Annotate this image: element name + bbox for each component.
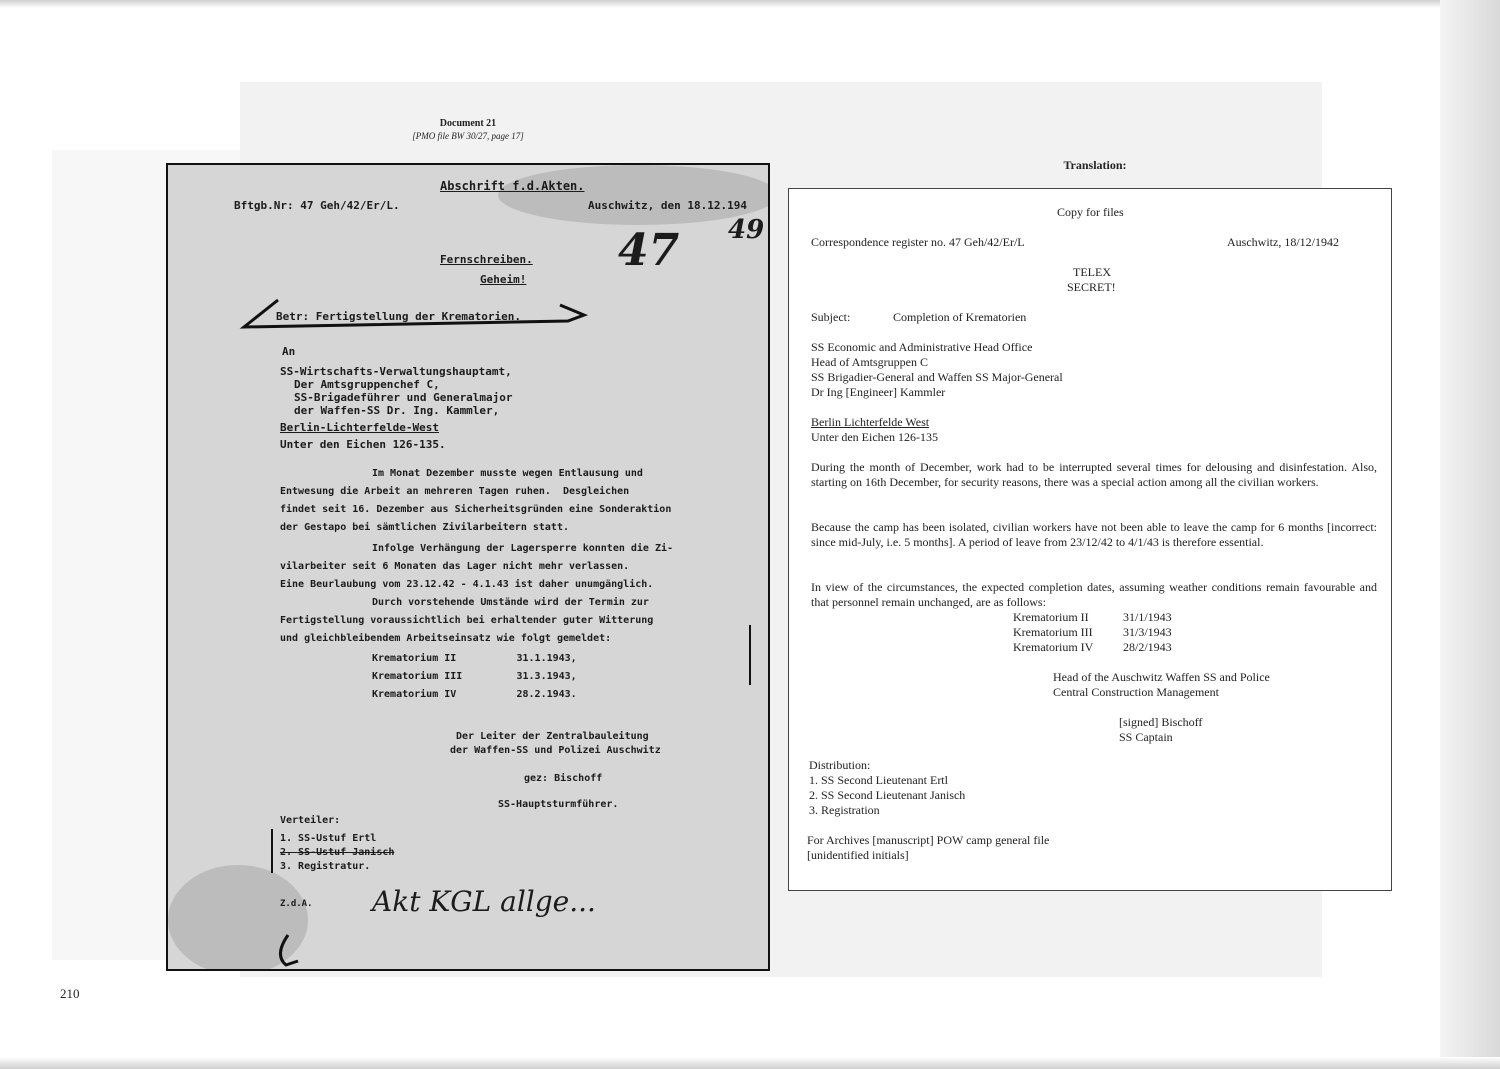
fac-handwritten-number: 47 xyxy=(618,225,680,276)
fac-body-line: und gleichbleibendem Arbeitseinsatz wie folgt gemeldet: xyxy=(280,633,612,644)
krematorium-date: 31/1/1943 xyxy=(1123,610,1172,624)
fac-body-line: Durch vorstehende Umstände wird der Termin zur xyxy=(372,597,649,608)
fac-signature-line: Der Leiter der Zentralbauleitung xyxy=(456,731,649,742)
page-number: 210 xyxy=(60,986,80,1001)
fac-signed: gez: Bischoff xyxy=(524,773,603,784)
subject-bracket-mark xyxy=(244,300,584,327)
krematorium-date: 31/3/1943 xyxy=(1123,625,1172,639)
fac-body-line: Im Monat Dezember musste wegen Entlausung und xyxy=(372,468,643,479)
fac-address-line: SS-Wirtschafts-Verwaltungshauptamt, xyxy=(280,365,512,378)
fac-distribution-label: Verteiler: xyxy=(280,815,341,826)
telex-heading: TELEX xyxy=(1073,265,1111,279)
distribution-item: 3. Registration xyxy=(809,803,880,817)
fac-body-line: vilarbeiter seit 6 Monaten das Lager nicht mehr verlassen. xyxy=(280,561,630,572)
document-title: Document 21 xyxy=(439,118,497,129)
fac-to: An xyxy=(282,345,296,358)
fac-signature-line: der Waffen-SS und Polizei Auschwitz xyxy=(450,745,661,756)
address-line: SS Brigadier-General and Waffen SS Major-General xyxy=(811,370,1063,384)
translation-label: Translation: xyxy=(1063,158,1127,172)
fac-secret: Geheim! xyxy=(480,273,527,286)
signature-block-line: Central Construction Management xyxy=(1053,685,1219,699)
fac-place-date: Auschwitz, den 18.12.194 xyxy=(588,199,747,212)
fac-distribution-item: 1. SS-Ustuf Ertl xyxy=(280,833,377,844)
fac-copy-heading: Abschrift f.d.Akten. xyxy=(440,179,585,193)
place-date: Auschwitz, 18/12/1942 xyxy=(1227,235,1339,249)
address-line: SS Economic and Administrative Head Office xyxy=(811,340,1033,354)
fac-body-line: Eine Beurlaubung vom 23.12.42 - 4.1.43 ist daher unumgänglich. xyxy=(280,579,654,590)
address-city: Berlin Lichterfelde West xyxy=(811,415,930,429)
distribution-label: Distribution: xyxy=(809,758,871,772)
subject-label: Subject: xyxy=(811,310,851,324)
page-edge-bottom xyxy=(0,1057,1500,1069)
fac-handwritten-annotation: Akt KGL allge... xyxy=(372,885,596,918)
facsimile-text xyxy=(168,165,768,969)
fac-street: Unter den Eichen 126-135. xyxy=(280,438,446,451)
page-edge-right xyxy=(1440,0,1500,1069)
fac-body-line: Infolge Verhängung der Lagersperre konnten die Zi- xyxy=(372,543,674,554)
fac-register: Bftgb.Nr: 47 Geh/42/Er/L. xyxy=(234,199,400,212)
distribution-item: 1. SS Second Lieutenant Ertl xyxy=(809,773,948,787)
signed-line: [signed] Bischoff xyxy=(1119,715,1203,729)
krematorium-name: Krematorium III xyxy=(1013,625,1093,639)
copy-for-files: Copy for files xyxy=(1057,205,1124,219)
fac-handwritten-number: 49 xyxy=(728,215,765,245)
paragraph-two: Because the camp has been isolated, civilian workers have not been able to leave the camp for 6 months [incorrect: since mid-July, i.e. 5 months]. A period of leave from 23/12/42 to 4/1/43 is therefore essential. xyxy=(811,520,1377,549)
paragraph-three: In view of the circumstances, the expected completion dates, assuming weather conditions remain favourable and that personnel remain unchanged, are as follows: xyxy=(811,580,1377,609)
register-number: Correspondence register no. 47 Geh/42/Er/L xyxy=(811,235,1025,249)
fac-address-line: der Waffen-SS Dr. Ing. Kammler, xyxy=(294,404,500,417)
address-line: Dr Ing [Engineer] Kammler xyxy=(811,385,946,399)
fac-distribution-item: 3. Registratur. xyxy=(280,861,371,872)
krematorium-row xyxy=(1013,640,1172,655)
page-edge-top xyxy=(0,0,1500,8)
rank-line: SS Captain xyxy=(1119,730,1173,744)
secret-heading: SECRET! xyxy=(1067,280,1116,294)
subject-value: Completion of Krematorien xyxy=(893,310,1027,324)
fac-telex: Fernschreiben. xyxy=(440,253,533,266)
krematorium-row xyxy=(1013,625,1172,640)
fac-body-line: Fertigstellung voraussichtlich bei erhaltender guter Witterung xyxy=(280,615,654,626)
address-street: Unter den Eichen 126-135 xyxy=(811,430,938,444)
address-line: Head of Amtsgruppen C xyxy=(811,355,928,369)
krematorium-name: Krematorium IV xyxy=(1013,640,1094,654)
fac-marks xyxy=(168,165,768,969)
fac-distribution-item: 2. SS-Ustuf Janisch xyxy=(280,847,395,858)
fac-body-line: der Gestapo bei sämtlichen Zivilarbeitern statt. xyxy=(280,522,569,533)
paragraph-one: During the month of December, work had to be interrupted several times for delousing and disinfestation. Also, starting on 16th December, for security reasons, there was a special action among all the civilian workers. xyxy=(811,460,1377,489)
translation-box xyxy=(788,188,1392,891)
krematorium-row xyxy=(1013,610,1172,625)
fac-address-line: SS-Brigadeführer und Generalmajor xyxy=(294,391,513,404)
fac-archive-mark: Z.d.A. xyxy=(280,899,313,909)
signature-block-line: Head of the Auschwitz Waffen SS and Police xyxy=(1053,670,1270,684)
original-document-facsimile xyxy=(166,163,770,971)
fac-city: Berlin-Lichterfelde-West xyxy=(280,421,439,434)
initials-note: [unidentified initials] xyxy=(807,848,909,862)
fac-subject: Betr: Fertigstellung der Krematorien. xyxy=(276,310,522,323)
document-source: [PMO file BW 30/27, page 17] xyxy=(412,131,524,141)
fac-address-line: Der Amtsgruppenchef C, xyxy=(294,378,440,391)
fac-rank: SS-Hauptsturmführer. xyxy=(498,799,619,810)
fac-krematorium-line: Krematorium III 31.3.1943, xyxy=(372,671,577,682)
archives-note: For Archives [manuscript] POW camp general file xyxy=(807,833,1050,847)
fac-krematorium-line: Krematorium II 31.1.1943, xyxy=(372,653,577,664)
krematorium-date: 28/2/1943 xyxy=(1123,640,1172,654)
fac-body-line: Entwesung die Arbeit an mehreren Tagen ruhen. Desgleichen xyxy=(280,486,630,497)
distribution-item: 2. SS Second Lieutenant Janisch xyxy=(809,788,966,802)
document-header xyxy=(300,118,636,142)
krematorium-name: Krematorium II xyxy=(1013,610,1089,624)
fac-body-line: findet seit 16. Dezember aus Sicherheitsgründen eine Sonderaktion xyxy=(280,504,672,515)
fac-krematorium-line: Krematorium IV 28.2.1943. xyxy=(372,689,577,700)
initials-mark xyxy=(280,935,298,965)
